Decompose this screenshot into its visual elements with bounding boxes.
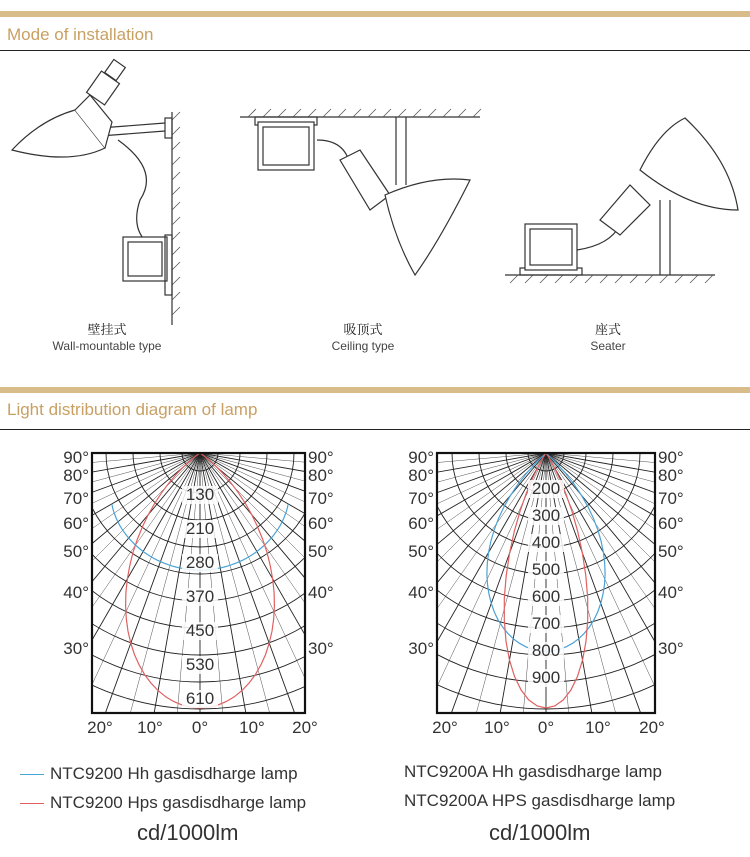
install-seater-cn: 座式	[594, 322, 621, 337]
legend-label: NTC9200A Hh gasdisdharge lamp	[404, 762, 662, 781]
installation-title: Mode of installation	[7, 25, 154, 44]
angle-label-right: 50°	[308, 542, 334, 561]
angle-label-right: 40°	[658, 583, 684, 602]
angle-label-left: 80°	[63, 466, 89, 485]
angle-label-left: 60°	[408, 514, 434, 533]
radial-label: 800	[531, 641, 561, 660]
bottom-angle-label: 0°	[191, 718, 209, 737]
grid-ray	[546, 453, 750, 736]
radial-label: 400	[531, 533, 561, 552]
radial-label: 610	[185, 689, 215, 708]
angle-label-right: 30°	[308, 639, 334, 658]
angle-label-right: 50°	[658, 542, 684, 561]
grid-ray	[0, 453, 200, 736]
install-wall-cn: 壁挂式	[87, 322, 127, 337]
radial-label: 600	[531, 587, 561, 606]
angle-label-right: 60°	[308, 514, 334, 533]
angle-label-right: 70°	[308, 489, 334, 508]
grid-ray	[346, 453, 546, 799]
legend-label: NTC9200 Hh gasdisdharge lamp	[50, 764, 298, 783]
bottom-angle-label: 10°	[137, 718, 163, 737]
angle-label-left: 90°	[63, 448, 89, 467]
radial-label: 700	[531, 614, 561, 633]
angle-label-left: 90°	[408, 448, 434, 467]
angle-label-left: 30°	[63, 639, 89, 658]
grid-ray	[200, 453, 563, 622]
bottom-angle-label: 20°	[87, 718, 113, 737]
legend-2-hps	[404, 791, 675, 811]
install-ceiling-en: Ceiling type	[331, 339, 395, 353]
angle-label-right: 30°	[658, 639, 684, 658]
radial-label: 370	[185, 587, 215, 606]
angle-label-left: 40°	[408, 583, 434, 602]
radial-label: 200	[531, 479, 561, 498]
distribution-title: Light distribution diagram of lamp	[7, 400, 258, 419]
legend-1-hps	[20, 793, 306, 813]
grid-ray	[200, 453, 576, 590]
grid-ray	[546, 453, 750, 653]
angle-label-left: 30°	[408, 639, 434, 658]
radial-label: 500	[531, 560, 561, 579]
angle-label-right: 70°	[658, 489, 684, 508]
angle-label-left: 70°	[408, 489, 434, 508]
legend-1-hh	[20, 764, 298, 784]
legend-swatch	[20, 803, 44, 804]
unit-label-2: cd/1000lm	[489, 820, 591, 845]
legend-label: NTC9200 Hps gasdisdharge lamp	[50, 793, 307, 812]
bottom-angle-label: 0°	[537, 718, 555, 737]
radial-label: 210	[185, 519, 215, 538]
angle-label-right: 90°	[308, 448, 334, 467]
legend-swatch	[20, 774, 44, 775]
angle-label-right: 60°	[658, 514, 684, 533]
legend-2-hh	[404, 762, 662, 782]
angle-label-left: 60°	[63, 514, 89, 533]
radial-label: 280	[185, 553, 215, 572]
bottom-angle-label: 20°	[432, 718, 458, 737]
radial-label: 450	[185, 621, 215, 640]
angle-label-left: 50°	[63, 542, 89, 561]
angle-label-right: 80°	[308, 466, 334, 485]
angle-label-left: 40°	[63, 583, 89, 602]
angle-label-left: 70°	[63, 489, 89, 508]
radial-label: 900	[531, 668, 561, 687]
bottom-angle-label: 10°	[239, 718, 265, 737]
grid-ray	[200, 453, 400, 799]
angle-label-right: 80°	[658, 466, 684, 485]
grid-ray	[170, 453, 546, 590]
grid-ray	[0, 453, 200, 522]
grid-ray	[0, 453, 200, 682]
grid-ray	[0, 453, 200, 799]
radial-label: 130	[185, 485, 215, 504]
angle-label-right: 90°	[658, 448, 684, 467]
legend-label: NTC9200A HPS gasdisdharge lamp	[404, 791, 676, 810]
radial-label: 530	[185, 655, 215, 674]
grid-ray	[200, 453, 528, 682]
grid-ray	[546, 453, 750, 557]
bottom-angle-label: 10°	[484, 718, 510, 737]
install-wall-en: Wall-mountable type	[52, 339, 162, 353]
grid-ray	[546, 453, 750, 590]
grid-ray	[200, 453, 369, 816]
radial-label: 300	[531, 506, 561, 525]
bottom-angle-label: 20°	[292, 718, 318, 737]
grid-ray	[0, 453, 200, 710]
chart-grid-1	[0, 143, 600, 853]
grid-ray	[546, 453, 746, 799]
grid-ray	[31, 453, 200, 816]
unit-label-1: cd/1000lm	[137, 820, 239, 845]
install-ceiling-cn: 吸顶式	[343, 322, 383, 337]
bottom-angle-label: 20°	[639, 718, 665, 737]
install-seater-en: Seater	[590, 339, 626, 353]
angle-label-left: 80°	[408, 466, 434, 485]
angle-label-right: 40°	[308, 583, 334, 602]
bottom-angle-label: 10°	[585, 718, 611, 737]
angle-label-left: 50°	[408, 542, 434, 561]
